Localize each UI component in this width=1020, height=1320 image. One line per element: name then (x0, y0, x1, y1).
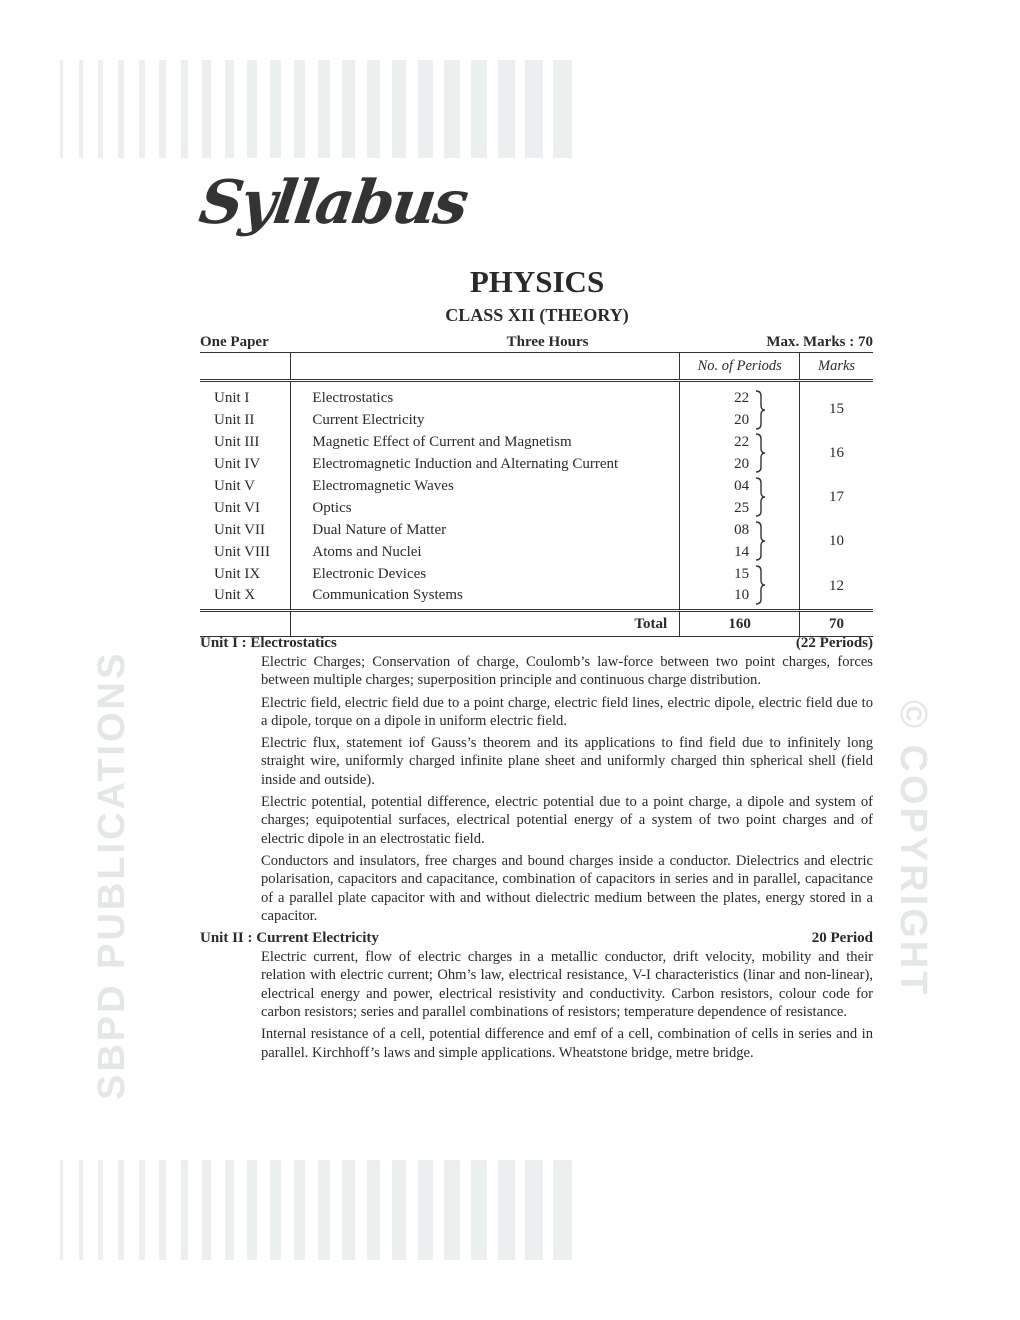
unit-cell: Unit IX (200, 563, 291, 585)
topic-cell: Electronic Devices (291, 563, 680, 585)
stripe (225, 60, 234, 158)
page-title: Syllabus (195, 168, 471, 238)
stripe (139, 60, 145, 158)
stripe (202, 60, 210, 158)
periods-value: 20 (734, 411, 750, 428)
total-marks: 70 (800, 611, 873, 637)
marks-header: Marks (800, 353, 873, 381)
topic-cell: Communication Systems (291, 585, 680, 611)
stripe (60, 60, 63, 158)
unit-cell: Unit III (200, 431, 291, 453)
stripe (98, 1160, 103, 1260)
section-periods: 20 Period (811, 930, 873, 947)
stripe (342, 1160, 355, 1260)
decorative-stripes-top (60, 60, 960, 158)
total-row (200, 611, 873, 637)
total-periods: 160 (680, 611, 800, 637)
decorative-stripes-bottom (60, 1160, 960, 1260)
stripe (181, 60, 189, 158)
stripe (444, 1160, 460, 1260)
paper-meta (200, 333, 873, 351)
periods-value: 10 (734, 586, 750, 603)
marks-cell: 10 (829, 532, 845, 549)
periods-cell (680, 409, 800, 431)
stripe (181, 1160, 189, 1260)
stripe (342, 60, 355, 158)
section-paragraph: Electric field, electric field due to a point charge, electric field lines, electric dipole, electric field due to a dipole, torque on a dipole in uniform electric field. (261, 694, 873, 729)
topic-cell: Optics (291, 497, 680, 519)
marks-distribution-table (200, 352, 873, 637)
periods-cell (680, 497, 800, 519)
stripe (60, 1160, 63, 1260)
stripe (444, 60, 460, 158)
stripe (498, 1160, 515, 1260)
stripe (247, 1160, 257, 1260)
stripe (139, 1160, 145, 1260)
unit-details (200, 634, 873, 1066)
table-row (200, 519, 873, 541)
unit-section (200, 634, 873, 925)
periods-cell (680, 453, 800, 475)
periods-cell (680, 475, 800, 497)
unit-cell: Unit VI (200, 497, 291, 519)
unit-cell: Unit VII (200, 519, 291, 541)
stripe (525, 1160, 543, 1260)
table-row (200, 475, 873, 497)
stripe (118, 1160, 123, 1260)
topic-cell: Electromagnetic Induction and Alternating Current (291, 453, 680, 475)
table-row (200, 453, 873, 475)
stripe (418, 1160, 433, 1260)
stripe (79, 1160, 83, 1260)
topic-cell: Magnetic Effect of Current and Magnetism (291, 431, 680, 453)
stripe (525, 60, 543, 158)
stripe (553, 60, 572, 158)
periods-value: 08 (734, 521, 750, 538)
section-paragraph: Internal resistance of a cell, potential difference and emf of a cell, combination of cells in series and in parallel. Kirchhoff’s laws and simple applications. Wheatstone bridge, metre bridge. (261, 1026, 873, 1061)
periods-value: 22 (734, 433, 750, 450)
total-label: Total (291, 611, 680, 637)
periods-value: 25 (734, 499, 750, 516)
marks-cell: 12 (829, 577, 845, 594)
stripe (392, 60, 406, 158)
unit-cell: Unit X (200, 585, 291, 611)
stripe (159, 60, 166, 158)
topic-cell: Electrostatics (291, 381, 680, 409)
max-marks: Max. Marks : 70 (766, 334, 873, 350)
section-paragraph: Conductors and insulators, free charges and bound charges inside a conductor. Dielectrics and electric polarisation, capacitors and capacitance, combination of capacitors in series and in parallel, capacitance of a parallel plate capacitor with and without dielectric medium between the plates, energy stored in a capacitor. (261, 852, 873, 924)
stripe (318, 1160, 330, 1260)
periods-value: 15 (734, 565, 750, 582)
watermark-publisher: SBPD PUBLICATIONS (91, 650, 133, 1100)
unit-cell: Unit IV (200, 453, 291, 475)
table-header-row (200, 353, 873, 381)
section-title: Unit II : Current Electricity (200, 930, 379, 947)
table-row (200, 497, 873, 519)
section-paragraph: Electric flux, statement iof Gauss’s theorem and its applications to find field due to infinitely long straight wire, uniformly charged infinite plane sheet and uniformly charged thin spherical shell (field inside and outside). (261, 735, 873, 788)
unit-cell: Unit I (200, 381, 291, 409)
table-row (200, 409, 873, 431)
section-periods: (22 Periods) (795, 635, 873, 651)
subject-heading: PHYSICS (469, 264, 605, 299)
table-row (200, 563, 873, 585)
stripe (553, 1160, 572, 1260)
unit-cell: Unit II (200, 409, 291, 431)
stripe (367, 1160, 381, 1260)
stripe (270, 1160, 281, 1260)
periods-value: 22 (734, 390, 750, 407)
stripe (392, 1160, 406, 1260)
topic-cell: Dual Nature of Matter (291, 519, 680, 541)
watermark-copyright: © COPYRIGHT (892, 700, 934, 998)
paper-count: One Paper (200, 334, 269, 350)
stripe (79, 60, 83, 158)
stripe (367, 60, 381, 158)
duration: Three Hours (506, 334, 589, 350)
stripe (247, 60, 257, 158)
section-paragraph: Electric current, flow of electric charges in a metallic conductor, drift velocity, mobility and their relation with electric current; Ohm’s law, electrical resistance, V-I characteristics (linar and non-linear), electrical energy and power, electrical resistivity and conductivity. Carbon resistors, colour code for carbon resistors; series and parallel combinations of resistors; temperature dependence of resistance. (261, 949, 873, 1021)
periods-cell (680, 541, 800, 563)
periods-value: 20 (734, 455, 750, 472)
stripe (270, 60, 281, 158)
periods-header: No. of Periods (680, 353, 800, 381)
topic-cell: Atoms and Nuclei (291, 541, 680, 563)
stripe (202, 1160, 210, 1260)
periods-value: 14 (734, 543, 750, 560)
periods-cell (680, 563, 800, 585)
stripe (118, 60, 123, 158)
section-heading (200, 929, 873, 948)
table-row (200, 431, 873, 453)
stripe (471, 60, 488, 158)
stripe (294, 60, 305, 158)
periods-value: 04 (734, 477, 750, 494)
stripe (498, 60, 515, 158)
table-row (200, 585, 873, 611)
table-row (200, 381, 873, 409)
stripe (418, 60, 433, 158)
stripe (294, 1160, 305, 1260)
marks-cell: 17 (829, 488, 845, 505)
stripe (98, 60, 103, 158)
periods-cell (680, 585, 800, 611)
periods-cell (680, 381, 800, 409)
section-paragraph: Electric Charges; Conservation of charge, Coulomb’s law-force between two point charges, forces between multiple charges; superposition principle and continuous charge distribution. (261, 654, 873, 689)
unit-cell: Unit V (200, 475, 291, 497)
unit-section (200, 929, 873, 1062)
stripe (159, 1160, 166, 1260)
periods-cell (680, 431, 800, 453)
section-title: Unit I : Electrostatics (200, 635, 337, 651)
periods-cell (680, 519, 800, 541)
stripe (318, 60, 330, 158)
table-row (200, 541, 873, 563)
marks-cell: 16 (829, 444, 845, 461)
stripe (225, 1160, 234, 1260)
unit-cell: Unit VIII (200, 541, 291, 563)
topic-cell: Electromagnetic Waves (291, 475, 680, 497)
section-paragraph: Electric potential, potential difference, electric potential due to a point charge, a dipole and system of charges; equipotential surfaces, electrical potential energy of a system of two point charges and of electric dipole in an electrostatic field. (261, 794, 873, 847)
topic-cell: Current Electricity (291, 409, 680, 431)
section-heading (200, 634, 873, 653)
class-heading: CLASS XII (THEORY) (445, 305, 629, 325)
stripe (471, 1160, 488, 1260)
marks-cell: 15 (829, 401, 845, 418)
